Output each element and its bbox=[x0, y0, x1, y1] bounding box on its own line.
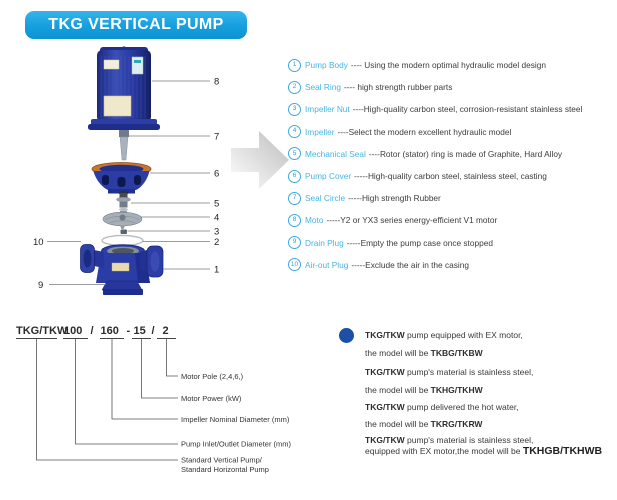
part-name: Pump Cover bbox=[305, 171, 352, 182]
brand-code: TKG/TKW bbox=[365, 367, 405, 377]
pump-body-illustration bbox=[81, 245, 164, 296]
model-series: TKG/TKW bbox=[16, 325, 68, 337]
part-number-badge: 6 bbox=[288, 170, 301, 183]
callout-2: 2 bbox=[214, 237, 220, 248]
part-number-badge: 4 bbox=[288, 125, 301, 138]
part-name: Impeller bbox=[305, 126, 335, 137]
part-item-9 bbox=[288, 232, 616, 254]
model-power: 15 bbox=[133, 325, 146, 337]
callout-10: 10 bbox=[33, 237, 44, 248]
model-code-result: TKBG/TKBW bbox=[430, 348, 483, 358]
model-code-result: TKHGB/TKHWB bbox=[522, 445, 603, 457]
pump-exploded-diagram bbox=[25, 42, 235, 302]
part-number-badge: 1 bbox=[288, 59, 301, 72]
note-3-condition bbox=[365, 402, 519, 412]
bullet-icon bbox=[339, 328, 354, 343]
model-inlet: 100 bbox=[64, 325, 83, 337]
brand-code: TKG/TKW bbox=[365, 435, 405, 445]
part-description: -----High strength Rubber bbox=[348, 193, 441, 204]
model-separator: - bbox=[126, 325, 131, 337]
part-number-badge: 3 bbox=[288, 103, 301, 116]
callout-1: 1 bbox=[214, 264, 220, 276]
part-description: -----High-quality carbon steel, stainless steel, casting bbox=[354, 171, 547, 182]
seal-ring-illustration bbox=[102, 236, 143, 246]
note-1-result bbox=[365, 348, 483, 358]
part-number-badge: 8 bbox=[288, 214, 301, 227]
part-item-10 bbox=[288, 254, 616, 276]
label-motor-pole: Motor Pole (2,4,6,) bbox=[181, 372, 244, 381]
part-name: Air-out Plug bbox=[305, 259, 349, 270]
note-4-result bbox=[365, 445, 602, 457]
part-number-badge: 5 bbox=[288, 147, 301, 160]
part-item-5 bbox=[288, 143, 616, 165]
note-text: pump's material is stainless steel, bbox=[404, 367, 534, 377]
callout-3: 3 bbox=[214, 226, 220, 238]
note-2-result bbox=[365, 385, 483, 395]
motor-illustration bbox=[88, 46, 160, 130]
part-name: Moto bbox=[305, 215, 324, 226]
model-impeller: 160 bbox=[100, 325, 119, 337]
part-description: ----Rotor (stator) ring is made of Graphite, Hard Alloy bbox=[368, 148, 563, 159]
model-separator: / bbox=[151, 325, 155, 337]
callout-5: 5 bbox=[214, 198, 220, 210]
part-description: ----Select the modern excellent hydraulic model bbox=[337, 126, 512, 137]
part-item-4 bbox=[288, 121, 616, 143]
part-item-7 bbox=[288, 187, 616, 209]
part-description: ----High-quality carbon steel, corrosion-resistant stainless steel bbox=[352, 104, 583, 115]
callout-9: 9 bbox=[38, 280, 44, 291]
callout-6: 6 bbox=[214, 168, 220, 180]
model-code-connectors bbox=[16, 339, 178, 461]
part-number-badge: 10 bbox=[288, 258, 301, 271]
label-series-line1: Standard Vertical Pump/ bbox=[181, 455, 262, 465]
part-name: Seal Circle bbox=[305, 193, 346, 204]
note-text: equipped with EX motor,the model will be bbox=[365, 446, 523, 456]
title-banner bbox=[25, 11, 247, 39]
right-arrow-icon bbox=[229, 127, 291, 193]
part-item-1 bbox=[288, 54, 616, 76]
impeller-illustration bbox=[103, 211, 142, 229]
part-item-3 bbox=[288, 98, 616, 120]
note-2-condition bbox=[365, 367, 533, 377]
part-item-2 bbox=[288, 76, 616, 98]
part-name: Drain Plug bbox=[305, 237, 344, 248]
model-separator: / bbox=[90, 325, 94, 337]
note-4-condition bbox=[365, 435, 533, 445]
model-code-labels bbox=[181, 372, 292, 474]
part-number-badge: 7 bbox=[288, 192, 301, 205]
mechanical-seal-illustration bbox=[117, 191, 131, 211]
part-description: -----Exclude the air in the casing bbox=[351, 259, 469, 270]
part-description: ---- high strength rubber parts bbox=[343, 82, 453, 93]
callout-7: 7 bbox=[214, 131, 220, 143]
note-text: pump's material is stainless steel, bbox=[404, 435, 534, 445]
part-name: Mechanical Seal bbox=[305, 148, 366, 159]
note-text: pump delivered the hot water, bbox=[404, 402, 519, 412]
part-name: Pump Body bbox=[305, 60, 348, 71]
brand-code: TKG/TKW bbox=[365, 330, 405, 340]
model-pole: 2 bbox=[162, 325, 169, 337]
brand-code: TKG/TKW bbox=[365, 402, 405, 412]
callout-8: 8 bbox=[214, 76, 220, 88]
parts-legend bbox=[288, 54, 616, 276]
label-motor-power: Motor Power (kW) bbox=[181, 394, 242, 403]
pump-cover-illustration bbox=[92, 163, 151, 194]
note-text: the model will be bbox=[365, 419, 431, 429]
part-name: Impeller Nut bbox=[305, 104, 350, 115]
part-number-badge: 2 bbox=[288, 81, 301, 94]
label-inlet-dia: Pump Inlet/Outlet Diameter (mm) bbox=[181, 439, 292, 449]
note-3-result bbox=[365, 419, 482, 429]
callout-4: 4 bbox=[214, 212, 220, 224]
label-series-line2: Standard Horizontal Pump bbox=[181, 465, 269, 474]
note-text: the model will be bbox=[365, 385, 431, 395]
part-description: -----Empty the pump case once stopped bbox=[346, 237, 493, 248]
part-description: ---- Using the modern optimal hydraulic model design bbox=[350, 60, 546, 71]
part-description: -----Y2 or YX3 series energy-efficient V1 motor bbox=[326, 215, 498, 226]
part-name: Seal Ring bbox=[305, 82, 341, 93]
note-text: pump equipped with EX motor, bbox=[404, 330, 523, 340]
model-code-breakdown bbox=[10, 315, 310, 485]
note-1-condition bbox=[365, 330, 523, 340]
label-impeller-dia: Impeller Nominal Diameter (mm) bbox=[181, 415, 290, 424]
model-code-segments bbox=[16, 325, 169, 337]
note-text: the model will be bbox=[365, 348, 431, 358]
model-code-result: TKHG/TKHW bbox=[430, 385, 483, 395]
part-item-8 bbox=[288, 209, 616, 231]
part-number-badge: 9 bbox=[288, 236, 301, 249]
model-code-result: TKRG/TKRW bbox=[430, 419, 483, 429]
shaft-illustration bbox=[119, 130, 129, 160]
page-title: TKG VERTICAL PUMP bbox=[48, 16, 224, 33]
impeller-nut-illustration bbox=[121, 230, 128, 235]
part-item-6 bbox=[288, 165, 616, 187]
